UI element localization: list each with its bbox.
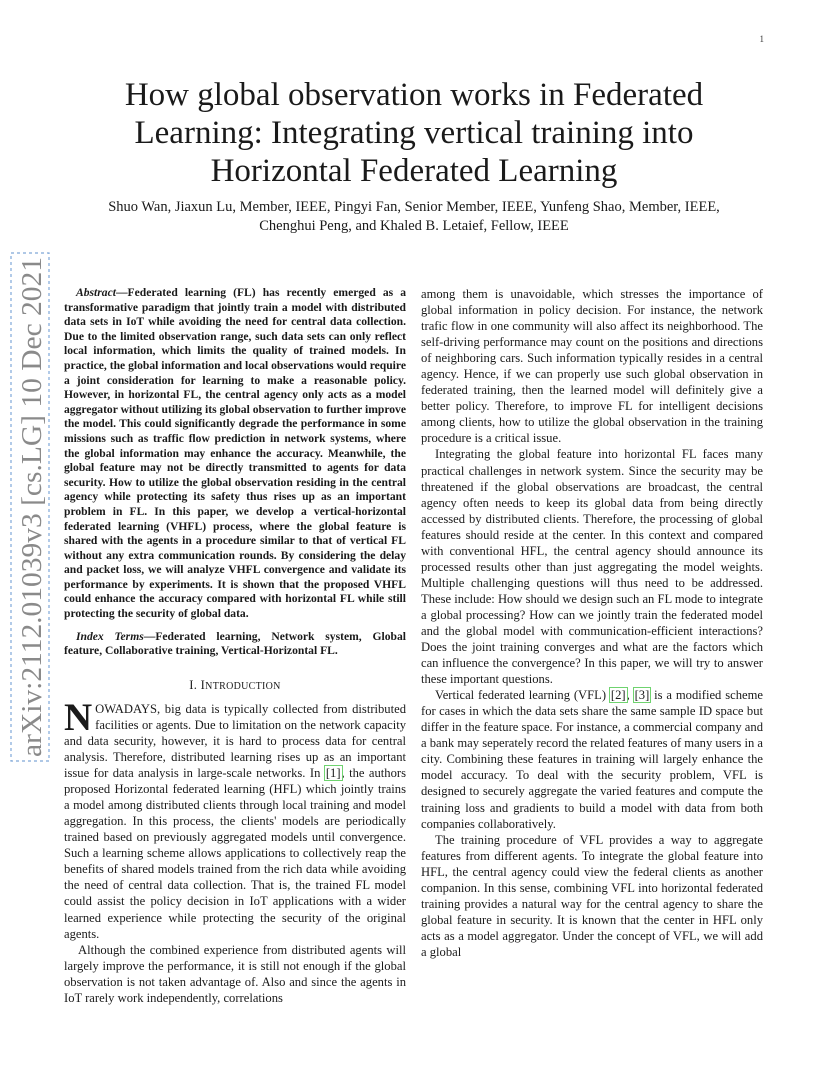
section-heading-introduction <box>64 677 406 695</box>
right-paragraph-2: Integrating the global feature into horizontal FL faces many practical challenges in network system. Since the security may be threatened if the global observations are broadcast, the central agency often needs to keep its global data from being directly accessed by distributed clients. Therefore, the processing of global features should reside at the center. In this context and compared with conventional HFL, the central agency should announce its processed results other than just aggregating the model weights. Multiple challenging questions will thus need to be addressed. These include: How should we design such an FL mode to integrate a global processing? How can we jointly train the federated model and the global model with communication-efficient interactions? Does the joint training converges and what are the factors which can influence the convergence? In this paper, we will try to answer these important questions. <box>421 447 763 687</box>
right-paragraph-1: among them is unavoidable, which stresses the importance of global information in policy decision. For instance, the network trafic flow in one community will also affect its neighborhood. The self-driving performance may count on the positions and directions of neighboring cars. Such information typically resides in a central agency. Hence, if we can properly use such global observation in federated training, then the learned model will definitely give a better policy. Therefore, to improve FL for intelligent decisions among clients, how to utilize the global observation in the training procedure is a critical issue. <box>421 287 763 446</box>
right-column <box>421 286 763 960</box>
arxiv-identifier-stamp[interactable] <box>10 252 50 762</box>
right-p3-separator: , <box>626 688 634 703</box>
citation-link-1[interactable]: [1] <box>325 766 341 781</box>
author-list <box>70 198 758 236</box>
intro-paragraph-2: Although the combined experience from distributed agents will largely improve the performance, it is still not enough if the global observation is not taken advantage of. Also and since the agents in IoT rarely work independently, correlations <box>64 942 406 1005</box>
author-line-1: Shuo Wan, Jiaxun Lu, Member, IEEE, Pingyi Fan, Senior Member, IEEE, Yunfeng Shao, Member, IEEE, <box>108 199 720 215</box>
index-terms-body: —Federated learning, Network system, Global feature, Collaborative training, Vertical-Horizontal FL. <box>64 629 406 658</box>
index-terms <box>64 630 406 659</box>
abstract-body: —Federated learning (FL) has recently emerged as a transformative paradigm that jointly train a model with distributed data sets in IoT while avoiding the need for central data collection. Due to the limited observation range, such data sets can only reflect local information, which limits the quality of trained models. In practice, the global information and local observations would require a joint consideration for learning to make a reasonable policy. However, in horizontal FL, the central agency only acts as a model aggregator without utilizing its global observation to further improve the model. This could significantly degrade the performance in some missions such as traffic flow prediction in network systems, where the global information may enhance the accuracy. Meanwhile, the global feature may not be directly transmitted to agents for data security. How to utilize the global observation residing in the central agency while protecting its safety thus rises up as an important problem in FL. In this paper, we develop a vertical-horizontal federated learning (VHFL) process, where the global feature is shared with the agents in a procedure similar to that of vertical FL without any extra communication rounds. By considering the delay and packet loss, we will analyze VHFL convergence and validate its performance by experiments. It is shown that the proposed VHFL could enhance the accuracy compared with horizontal FL while still protecting the security of global data. <box>64 286 406 621</box>
paper-title <box>90 76 738 190</box>
title-line-2: Learning: Integrating vertical training into <box>134 115 694 151</box>
section-heading-numeral: I. I <box>189 677 206 692</box>
right-p3-text-a: Vertical federated learning (VFL) <box>435 688 610 703</box>
left-column <box>64 286 406 1006</box>
intro-p1-text-b: , the authors proposed Horizontal federated learning (HFL) which jointly trains a model among distributed clients through local training and model aggregation. In this process, the clients' models are periodically trained based on previously aggregated models until convergence. Such a learning scheme allows applications to collectively reap the benefits of shared models trained from the rich data while avoiding the need of central data collection. That is, the trained FL model could assist the policy decision in IoT applications with a wider learned experience while protecting the security of the original agents. <box>64 766 406 941</box>
arxiv-stamp-graphic <box>10 252 50 762</box>
index-terms-lead: Index Terms <box>76 629 144 643</box>
title-line-1: How global observation works in Federated <box>124 77 704 113</box>
right-paragraph-4: The training procedure of VFL provides a way to aggregate features from different agents. To integrate the global feature into HFL, the central agency could view the federal clients as another companion. In this sense, combining VFL into horizontal federated training provides a natural way for the central agency to share the global feature in security. It is known that the center in HFL only acts as a model aggregator. Under the concept of VFL, we will add a global <box>421 832 763 959</box>
abstract-lead: Abstract <box>76 286 116 299</box>
citation-link-2[interactable]: [2] <box>610 688 626 703</box>
citation-link-3[interactable]: [3] <box>634 688 650 703</box>
author-line-2: Chenghui Peng, and Khaled B. Letaief, Fellow, IEEE <box>259 218 569 234</box>
drop-cap: N <box>64 695 93 739</box>
right-p3-text-b: is a modified scheme for cases in which the data sets share the same sample ID space but differ in the feature space. For instance, a commercial company and a bank may seperately record the related features of many users in a city. Combining these features in training will largely enhance the model accuracy. To deal with the security problem, VFL is designed to securely aggregate the varied features and compute the training loss and gradients to build a model with data from both companies collaboratively. <box>421 688 763 831</box>
intro-p1-text-a: OWADAYS, big data is typically collected from distributed facilities or agents. Due to limitation on the network capacity and data security, however, it is hard to process data for central analysis. Therefore, distributed learning rises up as an important issue for data analysis in large-scale networks. In <box>64 701 406 781</box>
intro-paragraph-1 <box>64 695 406 942</box>
right-paragraph-3 <box>421 687 763 831</box>
page-number: 1 <box>759 34 764 44</box>
title-line-3: Horizontal Federated Learning <box>210 153 618 189</box>
section-heading-rest: NTRODUCTION <box>205 680 281 692</box>
abstract <box>64 286 406 622</box>
arxiv-stamp-text: arXiv:2112.01039v3 [cs.LG] 10 Dec 2021 <box>16 265 48 757</box>
